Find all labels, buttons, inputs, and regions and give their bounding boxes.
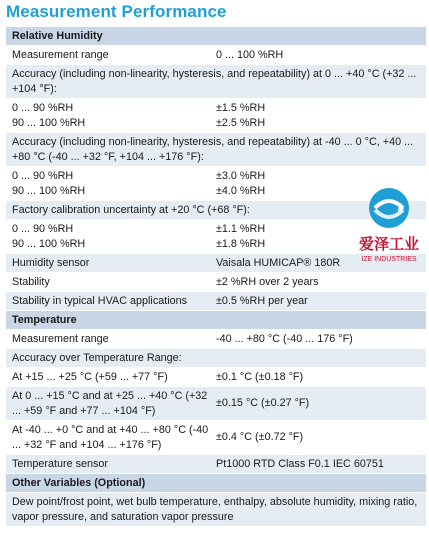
table-row: [6, 493, 426, 527]
table-row: [6, 387, 426, 421]
table-row: [6, 368, 426, 387]
sub-value: ±1.8 %RH: [216, 237, 266, 250]
row-label: Stability in typical HVAC applications: [12, 294, 188, 307]
sub-value: ±4.0 %RH: [216, 184, 266, 197]
row-label: Factory calibration uncertainty at +20 °C (+68 °F):: [12, 203, 250, 216]
row-value: [216, 101, 426, 131]
row-label: Accuracy (including non-linearity, hysteresis, and repeatability) at -40 ... 0 °C, +40 ... +80 °C (-40 ... +32 °F, +104 ... +176 °F):: [12, 135, 414, 163]
sub-value: ±1.5 %RH: [216, 101, 266, 114]
sub-value: ±1.1 %RH: [216, 222, 266, 235]
row-label: At -40 ... +0 °C and at +40 ... +80 °C (-40 ... +32 °F and +104 ... +176 °F): [12, 423, 209, 451]
section-title: Temperature: [12, 313, 77, 326]
row-value: ±0.4 °C (±0.72 °F): [216, 431, 304, 443]
ize-logo: [355, 186, 423, 270]
row-label: Humidity sensor: [12, 256, 90, 269]
row-value: ±2 %RH over 2 years: [216, 275, 319, 288]
row-value: Vaisala HUMICAP® 180R: [216, 256, 341, 269]
row-value: -40 ... +80 °C (-40 ... 176 °F): [216, 332, 353, 345]
logo-chinese-text: 爱泽工业: [358, 235, 420, 253]
sub-value: ±2.5 %RH: [216, 116, 266, 129]
sub-label: 0 ... 90 %RH: [12, 222, 74, 235]
logo-english-text: IZE INDUSTRIES: [361, 256, 417, 263]
row-label: Stability: [12, 275, 50, 288]
table-row: [6, 99, 426, 133]
sub-label: 90 ... 100 %RH: [12, 116, 86, 129]
row-label: Temperature sensor: [12, 457, 109, 470]
page-title: Measurement Performance: [6, 2, 227, 21]
sub-label: 0 ... 90 %RH: [12, 169, 74, 182]
row-label: Measurement range: [12, 48, 109, 61]
spec-table: [6, 27, 426, 527]
row-label: Accuracy over Temperature Range:: [12, 351, 182, 364]
table-row: [6, 421, 426, 455]
row-label: [6, 169, 216, 199]
table-row: [6, 133, 426, 167]
row-value: ±0.15 °C (±0.27 °F): [216, 397, 310, 409]
row-value: 0 ... 100 %RH: [216, 48, 284, 61]
row-label: At +15 ... +25 °C (+59 ... +77 °F): [12, 370, 168, 383]
table-row: [6, 330, 426, 349]
table-row: [6, 65, 426, 99]
section-header: [6, 474, 426, 493]
section-header: [6, 27, 426, 46]
section-header: [6, 311, 426, 330]
table-row: [6, 292, 426, 311]
sub-value: ±3.0 %RH: [216, 169, 266, 182]
table-row: [6, 273, 426, 292]
section-title: Other Variables (Optional): [12, 476, 146, 489]
section-title: Relative Humidity: [12, 29, 103, 42]
table-row: [6, 455, 426, 474]
row-label: Dew point/frost point, wet bulb temperature, enthalpy, absolute humidity, mixing ratio, vapor pressure, and saturation vapor pressure: [12, 495, 418, 523]
table-row: [6, 349, 426, 368]
row-value: ±0.5 %RH per year: [216, 294, 308, 307]
row-label: Measurement range: [12, 332, 109, 345]
row-label: [6, 101, 216, 131]
sub-label: 90 ... 100 %RH: [12, 184, 86, 197]
sub-label: 0 ... 90 %RH: [12, 101, 74, 114]
row-label: At 0 ... +15 °C and at +25 ... +40 °C (+32 ... +59 °F and +77 ... +104 °F): [12, 389, 208, 417]
table-row: [6, 46, 426, 65]
row-value: Pt1000 RTD Class F0.1 IEC 60751: [216, 457, 384, 470]
row-label: Accuracy (including non-linearity, hysteresis, and repeatability) at 0 ... +40 °C (+32 ... +104 °F):: [12, 67, 417, 95]
row-value: ±0.1 °C (±0.18 °F): [216, 370, 304, 383]
row-label: [6, 222, 216, 252]
sub-label: 90 ... 100 %RH: [12, 237, 86, 250]
